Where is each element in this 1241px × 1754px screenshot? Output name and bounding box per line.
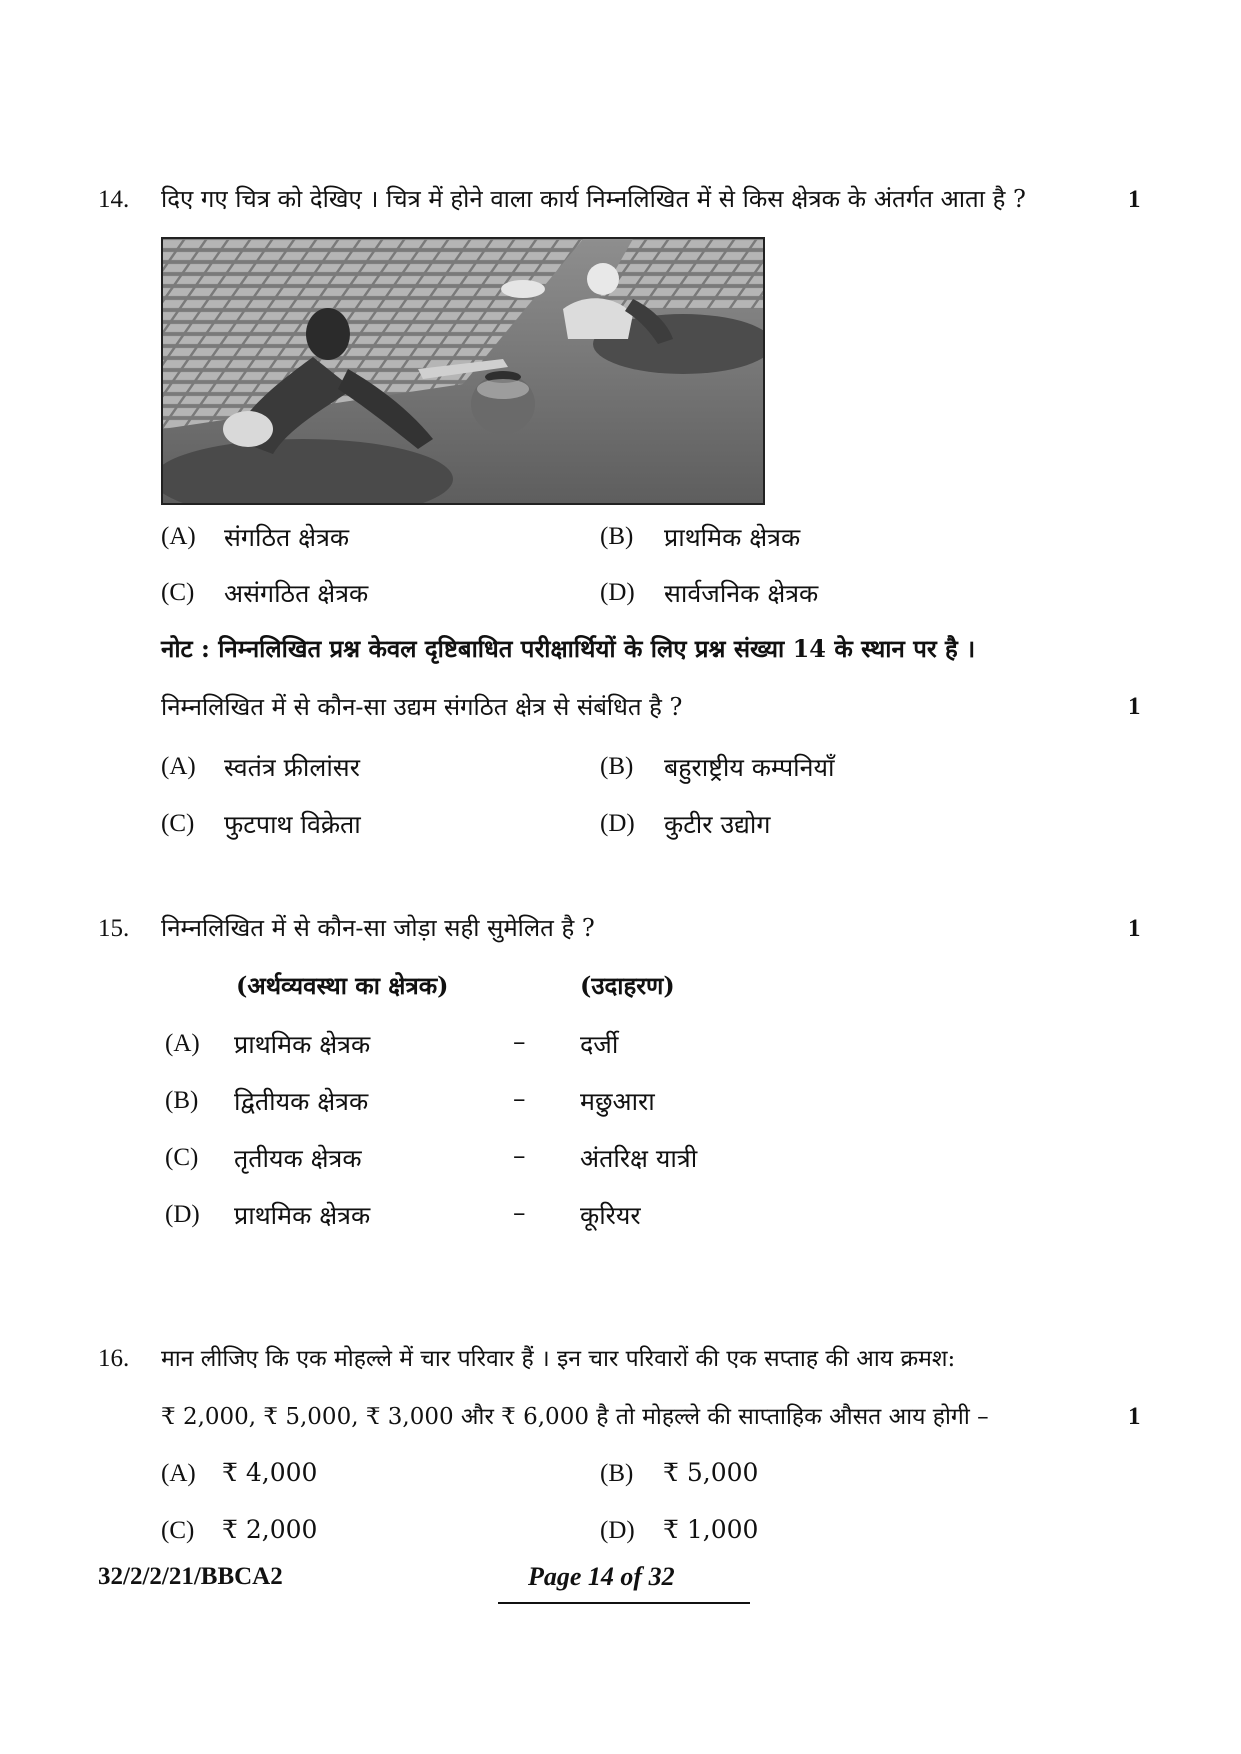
- q16-option-c-text: ₹ 2,000: [222, 1515, 318, 1544]
- q14-alt-option-c-letter: (C): [161, 810, 195, 837]
- question-16-line-1: मान लीजिए कि एक मोहल्ले में चार परिवार हैं । इन चार परिवारों की एक सप्ताह की आय क्रमश:: [161, 1346, 956, 1372]
- q15-row-d-dash: –: [513, 1198, 526, 1227]
- q14-alt-option-d-letter: (D): [600, 810, 635, 837]
- q14-alt-option-b-text: बहुराष्ट्रीय कम्पनियाँ: [664, 753, 835, 782]
- q16-option-b-letter: (B): [600, 1460, 634, 1487]
- q16-option-d-letter: (D): [600, 1517, 635, 1544]
- q15-row-c-letter: (C): [165, 1144, 199, 1171]
- q15-row-a-example: दर्जी: [580, 1030, 619, 1059]
- q16-option-c-letter: (C): [161, 1517, 195, 1544]
- paper-code: 32/2/2/21/BBCA2: [98, 1563, 283, 1590]
- question-14-text: दिए गए चित्र को देखिए । चित्र में होने वाला कार्य निम्नलिखित में से किस क्षेत्रक के अंतर्गत आता है ?: [161, 185, 1026, 213]
- q14-alt-question-text: निम्नलिखित में से कौन-सा उद्यम संगठित क्षेत्र से संबंधित है ?: [161, 693, 683, 721]
- question-15-marks: 1: [1128, 915, 1141, 942]
- q15-row-d-example: कूरियर: [580, 1201, 641, 1230]
- q14-option-c-letter: (C): [161, 579, 195, 606]
- question-16-number: 16.: [98, 1345, 130, 1372]
- q15-row-d-sector: प्राथमिक क्षेत्रक: [234, 1201, 371, 1230]
- q14-alt-option-c-text: फुटपाथ विक्रेता: [224, 810, 361, 839]
- question-16-marks: 1: [1128, 1403, 1141, 1430]
- q14-option-c-text: असंगठित क्षेत्रक: [224, 579, 369, 608]
- q15-row-a-letter: (A): [165, 1030, 200, 1057]
- q15-column-header-sector: (अर्थव्यवस्था का क्षेत्रक): [236, 971, 449, 1000]
- question-14-marks: 1: [1128, 186, 1141, 213]
- q16-option-d-text: ₹ 1,000: [663, 1515, 759, 1544]
- q14-alt-option-d-text: कुटीर उद्योग: [664, 810, 771, 839]
- q14-alt-option-a-letter: (A): [161, 753, 196, 780]
- q14-option-a-letter: (A): [161, 523, 196, 550]
- q14-option-d-letter: (D): [600, 579, 635, 606]
- question-14-number: 14.: [98, 186, 130, 213]
- q16-option-b-text: ₹ 5,000: [663, 1458, 759, 1487]
- q14-note: नोट : निम्नलिखित प्रश्न केवल दृष्टिबाधित परीक्षार्थियों के लिए प्रश्न संख्या 14 के स्थान पर है ।: [161, 634, 976, 663]
- brick-making-photo: [161, 237, 765, 505]
- q15-row-d-letter: (D): [165, 1201, 200, 1228]
- q14-option-d-text: सार्वजनिक क्षेत्रक: [664, 579, 819, 608]
- question-16-line-2: ₹ 2,000, ₹ 5,000, ₹ 3,000 और ₹ 6,000 है तो मोहल्ले की साप्ताहिक औसत आय होगी –: [161, 1404, 989, 1430]
- q14-option-b-letter: (B): [600, 523, 634, 550]
- q15-row-b-letter: (B): [165, 1087, 199, 1114]
- q15-row-c-dash: –: [513, 1141, 526, 1170]
- q14-alt-option-b-letter: (B): [600, 753, 634, 780]
- q15-row-c-sector: तृतीयक क्षेत्रक: [234, 1144, 362, 1173]
- q14-alt-option-a-text: स्वतंत्र फ्रीलांसर: [224, 753, 360, 782]
- q15-row-c-example: अंतरिक्ष यात्री: [580, 1144, 698, 1173]
- question-15-text: निम्नलिखित में से कौन-सा जोड़ा सही सुमेलित है ?: [161, 914, 595, 942]
- q15-row-a-dash: –: [513, 1027, 526, 1056]
- page-number-underline: [498, 1602, 750, 1604]
- q16-option-a-text: ₹ 4,000: [222, 1458, 318, 1487]
- q15-row-b-dash: –: [513, 1084, 526, 1113]
- q15-row-a-sector: प्राथमिक क्षेत्रक: [234, 1030, 371, 1059]
- q14-alt-marks: 1: [1128, 693, 1141, 720]
- q14-option-a-text: संगठित क्षेत्रक: [224, 523, 350, 552]
- q15-row-b-sector: द्वितीयक क्षेत्रक: [234, 1087, 369, 1116]
- question-15-number: 15.: [98, 915, 130, 942]
- q15-column-header-example: (उदाहरण): [580, 971, 675, 1000]
- page-number: Page 14 of 32: [528, 1562, 675, 1591]
- q15-row-b-example: मछुआरा: [580, 1087, 655, 1116]
- q16-option-a-letter: (A): [161, 1460, 196, 1487]
- q14-option-b-text: प्राथमिक क्षेत्रक: [664, 523, 801, 552]
